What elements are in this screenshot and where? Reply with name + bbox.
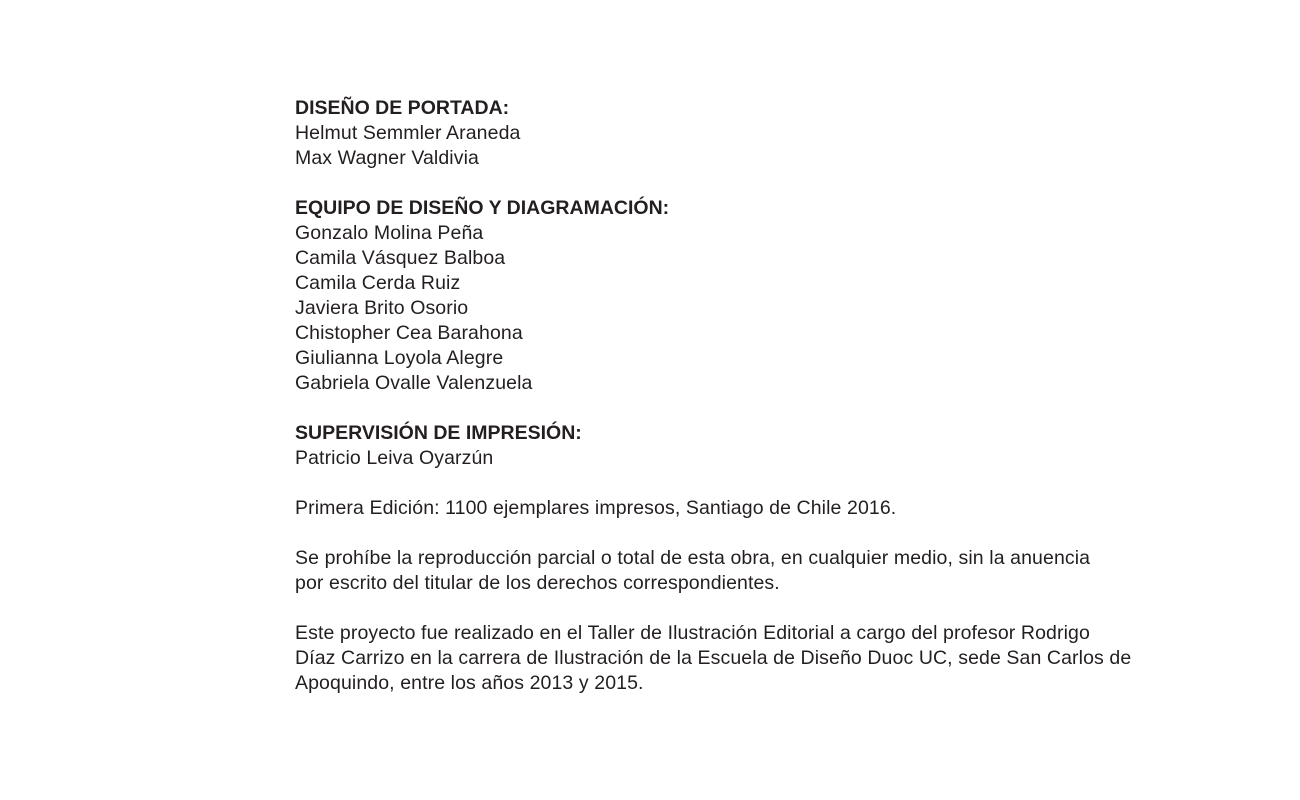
cover-designer-name: Helmut Semmler Araneda (295, 122, 521, 144)
edition-text: Primera Edición: 1100 ejemplares impresos, Santiago de Chile 2016. (295, 497, 897, 519)
design-team-member: Javiera Brito Osorio (295, 297, 469, 319)
copyright-line: por escrito del titular de los derechos correspondientes. (295, 572, 780, 594)
design-team-member: Camila Cerda Ruiz (295, 272, 461, 294)
print-supervision-section (295, 421, 1155, 471)
design-team-member: Chistopher Cea Barahona (295, 322, 523, 344)
cover-design-section (295, 96, 1155, 171)
design-team-heading: EQUIPO DE DISEÑO Y DIAGRAMACIÓN: (295, 197, 670, 219)
project-note-line: Este proyecto fue realizado en el Taller de Ilustración Editorial a cargo del profesor Rodrigo (295, 622, 1090, 644)
print-supervisor-name: Patricio Leiva Oyarzún (295, 447, 494, 469)
cover-design-heading: DISEÑO DE PORTADA: (295, 97, 510, 119)
cover-designer-name: Max Wagner Valdivia (295, 147, 479, 169)
project-note-line: Díaz Carrizo en la carrera de Ilustración de la Escuela de Diseño Duoc UC, sede San Carlos de (295, 647, 1132, 669)
design-team-member: Gabriela Ovalle Valenzuela (295, 372, 533, 394)
design-team-member: Camila Vásquez Balboa (295, 247, 506, 269)
copyright-line: Se prohíbe la reproducción parcial o total de esta obra, en cualquier medio, sin la anuencia (295, 547, 1091, 569)
copyright-section (295, 546, 1155, 596)
project-note-section (295, 621, 1155, 696)
credits-content (295, 96, 1155, 721)
design-team-section (295, 196, 1155, 396)
design-team-member: Gonzalo Molina Peña (295, 222, 484, 244)
design-team-member: Giulianna Loyola Alegre (295, 347, 504, 369)
print-supervision-heading: SUPERVISIÓN DE IMPRESIÓN: (295, 422, 582, 444)
project-note-line: Apoquindo, entre los años 2013 y 2015. (295, 672, 644, 694)
edition-section (295, 496, 1155, 521)
